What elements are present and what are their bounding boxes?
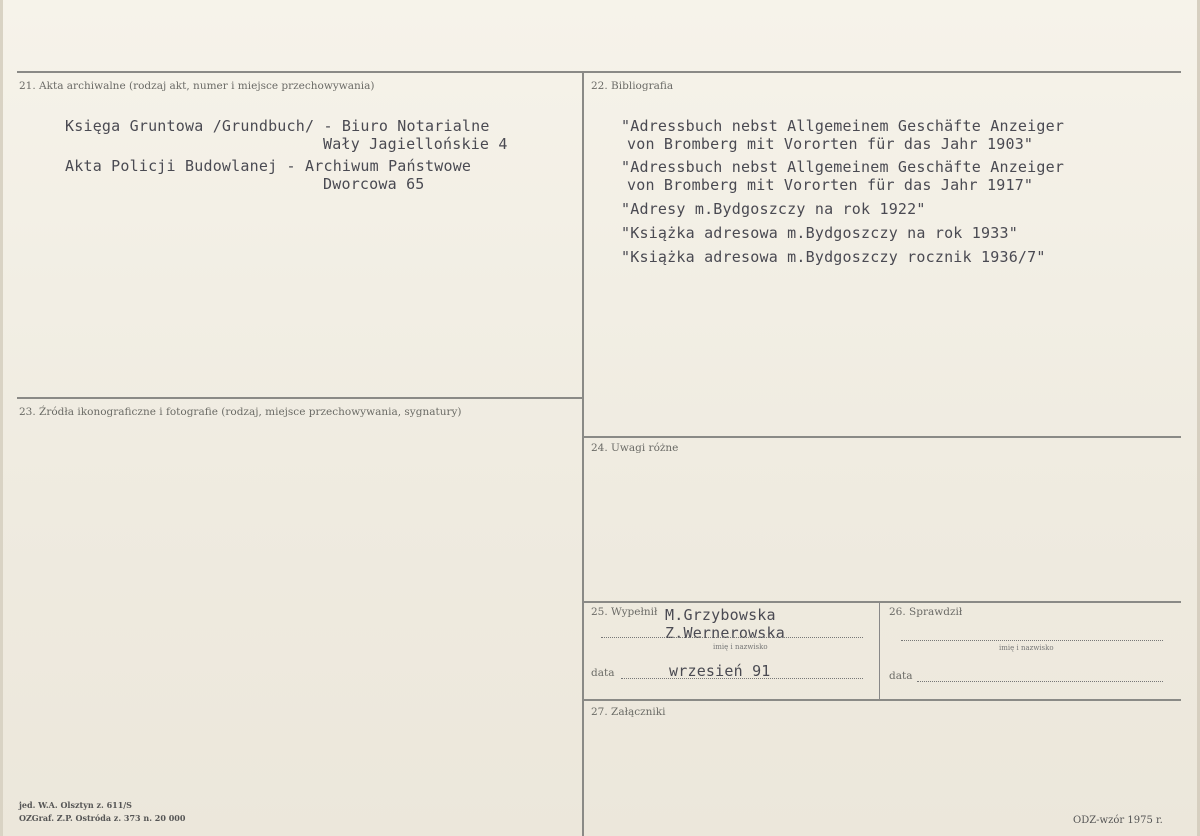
bibliography-entry: "Książka adresowa m.Bydgoszczy na rok 1933" <box>621 224 1018 242</box>
archive-line-1: Księga Gruntowa /Grundbuch/ - Biuro Notarialne <box>65 117 490 135</box>
filled-by-name-line <box>601 637 863 638</box>
bibliography-entry: "Adresy m.Bydgoszczy na rok 1922" <box>621 200 926 218</box>
top-rule <box>17 71 1181 73</box>
section-25-label: 25. Wypełnił <box>591 606 658 618</box>
bibliography-entry: "Adressbuch nebst Allgemeinem Geschäfte Anzeiger <box>621 158 1065 176</box>
filled-by-caption: imię i nazwisko <box>713 643 768 651</box>
section-26-label: 26. Sprawdził <box>889 606 963 618</box>
archive-line-3: Akta Policji Budowlanej - Archiwum Państwowe <box>65 157 472 175</box>
section-21-label: 21. Akta archiwalne (rodzaj akt, numer i miejsce przechowywania) <box>19 80 375 92</box>
archive-line-4: Dworcowa 65 <box>323 175 425 193</box>
bibliography-entry: von Bromberg mit Vororten für das Jahr 1917" <box>627 176 1034 194</box>
bibliography-entry: von Bromberg mit Vororten für das Jahr 1903" <box>627 135 1034 153</box>
bibliography-entry: "Książka adresowa m.Bydgoszczy rocznik 1936/7" <box>621 248 1046 266</box>
center-divider <box>582 72 584 836</box>
rule-24-25 <box>584 601 1181 603</box>
rule-22-24 <box>584 436 1181 438</box>
checked-date-line <box>917 681 1163 682</box>
section-24-label: 24. Uwagi różne <box>591 442 679 454</box>
filled-by-name-1: M.Grzybowska <box>665 606 776 624</box>
form-template-id: ODZ-wzór 1975 r. <box>1073 815 1163 826</box>
section-23-label: 23. Źródła ikonograficzne i fotografie (rodzaj, miejsce przechowywania, sygnatury) <box>19 406 462 418</box>
footer-print-line-1: jed. W.A. Olsztyn z. 611/S <box>19 800 132 810</box>
archive-line-2: Wały Jagiellońskie 4 <box>323 135 508 153</box>
divider-25-26 <box>879 602 880 699</box>
rule-21-23 <box>17 397 582 399</box>
checked-date-label: data <box>889 670 913 682</box>
section-27-label: 27. Załączniki <box>591 706 666 718</box>
filled-date-value: wrzesień 91 <box>669 662 771 680</box>
bibliography-entry: "Adressbuch nebst Allgemeinem Geschäfte Anzeiger <box>621 117 1065 135</box>
section-22-label: 22. Bibliografia <box>591 80 674 92</box>
checked-by-name-line <box>901 640 1163 641</box>
filled-date-line <box>621 678 863 679</box>
footer-print-line-2: OZGraf. Z.P. Ostróda z. 373 n. 20 000 <box>19 813 186 823</box>
checked-by-caption: imię i nazwisko <box>999 644 1054 652</box>
filled-date-label: data <box>591 667 615 679</box>
rule-25-27 <box>584 699 1181 701</box>
filled-by-name-2: Z.Wernerowska <box>665 624 785 642</box>
